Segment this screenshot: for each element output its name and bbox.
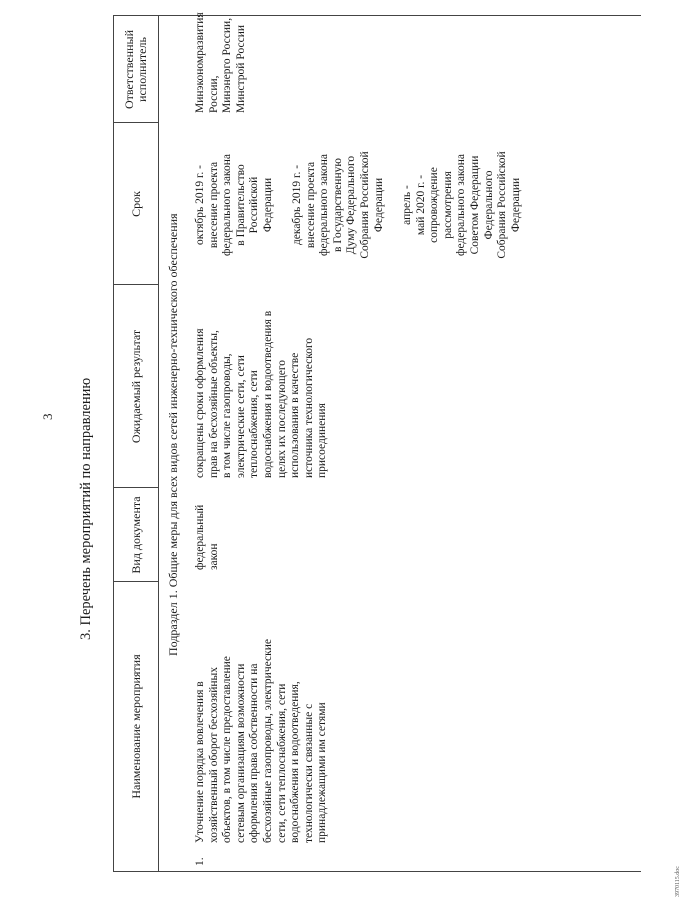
file-footer: 3970115.doc xyxy=(675,866,681,897)
responsible-executor: Минэкономразвития России, Минэнерго России, Минстрой России xyxy=(194,12,247,113)
header-responsible: Ответственный исполнитель xyxy=(122,29,149,110)
header-result: Ожидаемый результат xyxy=(128,329,143,444)
expected-result: сокращены сроки оформления прав на бесхозяйные объекты, в том числе газопроводы, электрические сети, сети теплоснабжения, сети водоснабжения и водоотведения в целях их последующего использования в качестве источника технологического присоединения xyxy=(194,310,329,478)
row-number: 1. xyxy=(194,857,206,866)
header-doc-type: Вид документа xyxy=(128,496,143,574)
header-name: Наименование мероприятия xyxy=(128,654,143,799)
term-block-1: октябрь 2019 г. - внесение проекта федерального закона в Правительство Российской Федерации xyxy=(194,154,274,256)
term-block-3: апрель - май 2020 г. - сопровождение рассмотрения федерального закона Советом Федерации Федерального Собрания Российской Федерации xyxy=(401,151,522,259)
measures-table xyxy=(113,12,641,872)
page-number: 3 xyxy=(40,413,55,420)
measure-name: Уточнение порядка вовлечения в хозяйственный оборот бесхозяйных объектов, в том числе предоставление сетевым организациям возможности оформления права собственности на бесхозяйные газопроводы, электрические сети, сети теплоснабжения, сети водоснабжения и водоотведения, технологически связанные с принадлежащими им сетями xyxy=(194,639,329,843)
header-term: Срок xyxy=(128,191,143,217)
document-type: федеральный закон xyxy=(194,504,220,570)
table-header-row xyxy=(114,16,159,871)
subsection-title: Подраздел 1. Общие меры для всех видов сетей инженерно-технического обеспечения xyxy=(166,213,180,656)
term-block-2: декабрь 2019 г. - внесение проекта федерального закона в Государственную Думу Федерального Собрания Российской Федерации xyxy=(291,151,385,259)
section-title: 3. Перечень мероприятий по направлению xyxy=(78,377,94,640)
